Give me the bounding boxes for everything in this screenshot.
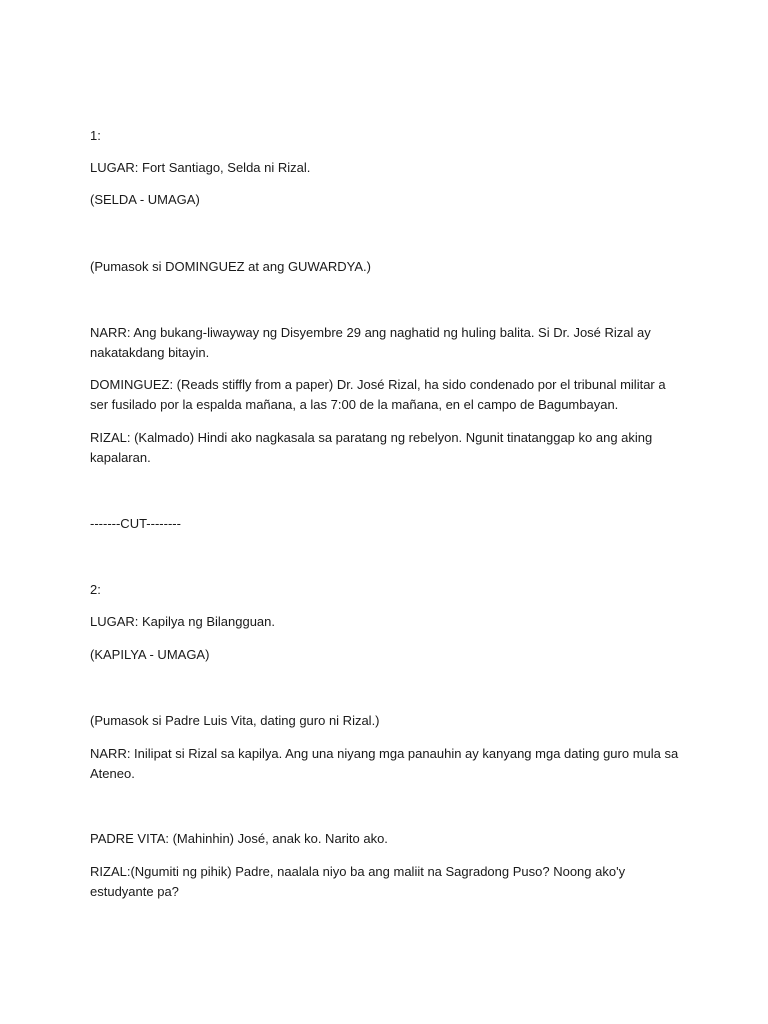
cut-marker: -------CUT--------: [90, 516, 181, 531]
scene-1-rizal-line: RIZAL: (Kalmado) Hindi ako nagkasala sa paratang ng rebelyon. Ngunit tinatanggap ko ang aking kapalaran.: [90, 430, 653, 465]
scene-2-padre-vita-line: PADRE VITA: (Mahinhin) José, anak ko. Narito ako.: [90, 831, 388, 846]
scene-1-action: (Pumasok si DOMINGUEZ at ang GUWARDYA.): [90, 259, 371, 274]
scene-2-location: LUGAR: Kapilya ng Bilangguan.: [90, 614, 276, 629]
scene-1-heading: (SELDA - UMAGA): [90, 192, 200, 207]
scene-1-number: 1:: [90, 128, 101, 143]
scene-2-rizal-line: RIZAL:(Ngumiti ng pihik) Padre, naalala niyo ba ang maliit na Sagradong Puso? Noong ako'y estudyante pa?: [90, 864, 626, 899]
scene-2-heading: (KAPILYA - UMAGA): [90, 647, 210, 662]
scene-1-dominguez-line: DOMINGUEZ: (Reads stiffly from a paper) Dr. José Rizal, ha sido condenado por el tribunal militar a ser fusilado por la espalda mañana, a las 7:00 de la mañana, en el campo de Bagumbayan.: [90, 377, 666, 412]
scene-1-narration: NARR: Ang bukang-liwayway ng Disyembre 29 ang naghatid ng huling balita. Si Dr. José Rizal ay nakatakdang bitayin.: [90, 325, 651, 360]
scene-2-narration: NARR: Inilipat si Rizal sa kapilya. Ang una niyang mga panauhin ay kanyang mga dating guro mula sa Ateneo.: [90, 746, 679, 781]
scene-2-action: (Pumasok si Padre Luis Vita, dating guro ni Rizal.): [90, 713, 380, 728]
scene-2-number: 2:: [90, 582, 101, 597]
scene-1-location: LUGAR: Fort Santiago, Selda ni Rizal.: [90, 160, 311, 175]
